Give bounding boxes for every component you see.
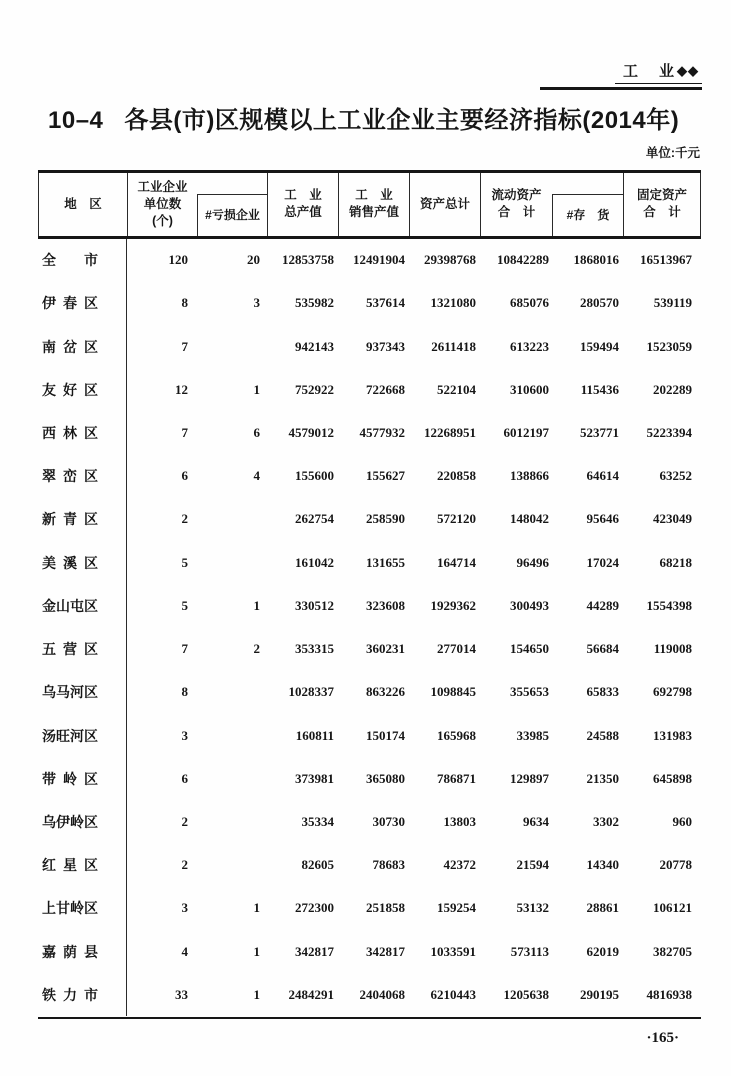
sales-output-cell: 155627: [366, 468, 405, 484]
fixed-assets-cell: 645898: [653, 770, 692, 786]
current-assets-cell: 33985: [516, 727, 549, 743]
sales-output-cell: 323608: [366, 597, 405, 613]
region-cell: [38, 714, 127, 757]
region-label: 铁力市: [42, 986, 98, 1003]
inventory-cell: 523771: [580, 424, 619, 440]
current-assets-cell: 148042: [510, 511, 549, 527]
total-assets-cell: 159254: [437, 900, 476, 916]
fixed-assets-cell: 119008: [653, 641, 692, 657]
table-number: 10–4: [48, 107, 104, 134]
region-cell: [38, 627, 127, 670]
col-header-region: 地 区: [39, 173, 128, 237]
total-assets-cell: 12268951: [424, 424, 476, 440]
fixed-assets-cell: 1523059: [646, 338, 692, 354]
table-row: [38, 498, 701, 541]
fixed-assets-cell: 423049: [653, 511, 692, 527]
sales-output-cell: 251858: [366, 900, 405, 916]
gross-output-cell: 942143: [295, 338, 334, 354]
current-assets-cell: 10842289: [497, 252, 549, 268]
table-title-text: 各县(市)区规模以上工业企业主要经济指标(2014年): [124, 107, 680, 134]
inventory-cell: 64614: [586, 468, 619, 484]
region-cell: [38, 282, 127, 325]
table-row: [38, 411, 701, 454]
sales-output-cell: 342817: [366, 943, 405, 959]
loss-enterprises-cell: 1: [253, 943, 260, 959]
units-count-cell: 2: [181, 813, 188, 829]
col-header-units-group: [128, 173, 268, 237]
total-assets-cell: 13803: [443, 813, 476, 829]
total-assets-cell: 42372: [443, 857, 476, 873]
total-assets-cell: 786871: [437, 770, 476, 786]
inventory-cell: 159494: [580, 338, 619, 354]
inventory-cell: 56684: [586, 641, 619, 657]
fixed-assets-cell: 16513967: [640, 252, 692, 268]
region-label: 全市: [42, 252, 98, 269]
region-label: 南岔区: [42, 338, 98, 355]
region-label: 红星区: [42, 857, 98, 874]
col-header-inventory: #存 货: [552, 194, 623, 236]
total-assets-cell: 572120: [437, 511, 476, 527]
region-label: 新青区: [42, 511, 98, 528]
current-line2: 合 计: [497, 205, 536, 220]
inventory-cell: 14340: [586, 857, 619, 873]
table-row: [38, 239, 701, 282]
table-row: [38, 671, 701, 714]
unit-note: 单位:千元: [645, 146, 700, 160]
sales-output-cell: 78683: [372, 857, 405, 873]
current-assets-cell: 9634: [523, 813, 549, 829]
total-assets-cell: 277014: [437, 641, 476, 657]
gross-output-cell: 535982: [295, 295, 334, 311]
region-label: 友好区: [42, 381, 98, 398]
running-head-rule: [540, 87, 702, 90]
current-assets-cell: 6012197: [503, 424, 549, 440]
current-assets-cell: 300493: [510, 597, 549, 613]
total-assets-cell: 522104: [437, 381, 476, 397]
table-bottom-rule: [38, 1017, 701, 1020]
sales-output-cell: 863226: [366, 684, 405, 700]
gross-output-cell: 262754: [295, 511, 334, 527]
gross-output-cell: 4579012: [288, 424, 334, 440]
page-title: [48, 100, 679, 135]
table-row: [38, 973, 701, 1016]
current-assets-cell: 1205638: [503, 986, 549, 1002]
gross-output-cell: 1028337: [288, 684, 334, 700]
loss-enterprises-cell: 20: [247, 252, 260, 268]
inventory-cell: 21350: [586, 770, 619, 786]
loss-enterprises-cell: 1: [253, 986, 260, 1002]
gross-output-cell: 160811: [295, 727, 334, 743]
units-count-cell: 2: [181, 511, 188, 527]
inventory-cell: 28861: [586, 900, 619, 916]
total-assets-cell: 29398768: [424, 252, 476, 268]
col-header-current-assets: [481, 173, 552, 237]
units-count-cell: 33: [175, 986, 188, 1002]
section-label: 工 业: [622, 63, 677, 80]
table-row: [38, 627, 701, 670]
col-header-loss-enterprises: #亏损企业: [197, 194, 267, 236]
inventory-cell: 24588: [586, 727, 619, 743]
table-row: [38, 282, 701, 325]
table-row: [38, 368, 701, 411]
sales-output-cell: 150174: [366, 727, 405, 743]
sales-output-cell: 937343: [366, 338, 405, 354]
gross-output-cell: 2484291: [288, 986, 334, 1002]
running-head: [540, 60, 702, 90]
inventory-cell: 290195: [580, 986, 619, 1002]
sales-line1: 工 业: [355, 188, 393, 203]
running-head-text: [615, 60, 702, 84]
total-assets-cell: 1929362: [430, 597, 476, 613]
gross-output-cell: 373981: [295, 770, 334, 786]
gross-output-cell: 330512: [295, 597, 334, 613]
region-cell: [38, 887, 127, 930]
gross-output-cell: 353315: [295, 641, 334, 657]
fixed-assets-cell: 692798: [653, 684, 692, 700]
gross-output-cell: 161042: [295, 554, 334, 570]
gross-output-cell: 35334: [301, 813, 334, 829]
units-count-cell: 8: [181, 684, 188, 700]
diamond-icons: ◆◆: [677, 63, 699, 78]
region-cell: [38, 368, 127, 411]
gross-line1: 工 业: [284, 188, 322, 203]
table-row: [38, 325, 701, 368]
loss-enterprises-cell: 1: [253, 597, 260, 613]
region-cell: [38, 239, 127, 282]
inventory-cell: 95646: [586, 511, 619, 527]
fixed-assets-cell: 4816938: [646, 986, 692, 1002]
current-assets-cell: 154650: [510, 641, 549, 657]
region-cell: [38, 671, 127, 714]
units-line2: 单位数: [143, 196, 182, 211]
region-cell: [38, 844, 127, 887]
current-assets-cell: 613223: [510, 338, 549, 354]
fixed-assets-cell: 1554398: [646, 597, 692, 613]
total-assets-cell: 220858: [437, 468, 476, 484]
total-assets-cell: 165968: [437, 727, 476, 743]
table-row: [38, 757, 701, 800]
current-assets-cell: 310600: [510, 381, 549, 397]
current-assets-cell: 53132: [516, 900, 549, 916]
current-assets-cell: 21594: [516, 857, 549, 873]
units-count-cell: 4: [181, 943, 188, 959]
fixed-assets-cell: 5223394: [646, 424, 692, 440]
region-cell: [38, 757, 127, 800]
table-row: [38, 800, 701, 843]
fixed-line2: 合 计: [643, 205, 681, 220]
loss-enterprises-cell: 1: [253, 381, 260, 397]
region-label: 乌马河区: [42, 684, 98, 701]
col-header-current-assets-group: [481, 173, 624, 237]
region-label: 乌伊岭区: [42, 813, 98, 830]
sales-output-cell: 360231: [366, 641, 405, 657]
region-cell: [38, 973, 127, 1016]
fixed-assets-cell: 960: [672, 813, 692, 829]
current-assets-cell: 138866: [510, 468, 549, 484]
sales-output-cell: 722668: [366, 381, 405, 397]
units-count-cell: 12: [175, 381, 188, 397]
region-cell: [38, 498, 127, 541]
units-count-cell: 3: [181, 727, 188, 743]
region-cell: [38, 411, 127, 454]
sales-output-cell: 4577932: [359, 424, 405, 440]
units-count-cell: 5: [181, 554, 188, 570]
units-count-cell: 8: [181, 295, 188, 311]
fixed-assets-cell: 382705: [653, 943, 692, 959]
region-label: 金山屯区: [42, 597, 98, 614]
sales-output-cell: 537614: [366, 295, 405, 311]
total-assets-cell: 2611418: [431, 338, 476, 354]
loss-enterprises-cell: 6: [253, 424, 260, 440]
fixed-line1: 固定资产: [636, 188, 687, 203]
current-assets-cell: 355653: [510, 684, 549, 700]
col-header-units: [128, 173, 197, 237]
loss-enterprises-cell: 1: [253, 900, 260, 916]
current-line1: 流动资产: [491, 188, 542, 203]
region-label: 嘉荫县: [42, 943, 98, 960]
table-row: [38, 887, 701, 930]
units-count-cell: 7: [181, 424, 188, 440]
col-header-fixed-assets: [624, 173, 701, 237]
total-assets-cell: 1321080: [430, 295, 476, 311]
table-row: [38, 541, 701, 584]
current-assets-cell: 685076: [510, 295, 549, 311]
region-cell: [38, 930, 127, 973]
region-cell: [38, 325, 127, 368]
loss-enterprises-cell: 3: [253, 295, 260, 311]
loss-enterprises-cell: 2: [253, 641, 260, 657]
gross-output-cell: 155600: [295, 468, 334, 484]
inventory-cell: 280570: [580, 295, 619, 311]
sales-output-cell: 12491904: [353, 252, 405, 268]
table-row: [38, 584, 701, 627]
gross-output-cell: 752922: [295, 381, 334, 397]
page-number: ·165·: [646, 1030, 679, 1046]
gross-output-cell: 342817: [295, 943, 334, 959]
total-assets-cell: 164714: [437, 554, 476, 570]
sales-output-cell: 365080: [366, 770, 405, 786]
fixed-assets-cell: 63252: [659, 468, 692, 484]
region-cell: [38, 541, 127, 584]
current-assets-cell: 573113: [510, 943, 549, 959]
inventory-cell: 65833: [586, 684, 619, 700]
inventory-cell: 3302: [593, 813, 619, 829]
region-cell: [38, 455, 127, 498]
sales-output-cell: 30730: [372, 813, 405, 829]
gross-output-cell: 82605: [301, 857, 334, 873]
region-cell: [38, 584, 127, 627]
region-label: 伊春区: [42, 295, 98, 312]
fixed-assets-cell: 106121: [653, 900, 692, 916]
inventory-cell: 44289: [586, 597, 619, 613]
region-label: 五营区: [42, 641, 98, 658]
total-assets-cell: 1098845: [430, 684, 476, 700]
region-label: 带岭区: [42, 770, 98, 787]
sales-output-cell: 2404068: [359, 986, 405, 1002]
gross-output-cell: 12853758: [282, 252, 334, 268]
table-header: [38, 173, 701, 237]
total-assets-cell: 1033591: [430, 943, 476, 959]
table-body: [38, 239, 701, 1017]
sales-line2: 销售产值: [348, 205, 399, 220]
inventory-cell: 1868016: [573, 252, 619, 268]
table-row: [38, 714, 701, 757]
fixed-assets-cell: 131983: [653, 727, 692, 743]
units-line1: 工业企业: [137, 179, 188, 194]
units-count-cell: 120: [168, 252, 188, 268]
units-count-cell: 3: [181, 900, 188, 916]
fixed-assets-cell: 68218: [659, 554, 692, 570]
fixed-assets-cell: 539119: [653, 295, 692, 311]
inventory-cell: 115436: [580, 381, 619, 397]
units-count-cell: 6: [181, 468, 188, 484]
units-line3: (个): [152, 213, 173, 228]
statistics-table: [38, 170, 701, 1019]
col-header-sales-output: [339, 173, 410, 237]
region-label: 翠峦区: [42, 468, 98, 485]
region-label: 上甘岭区: [42, 900, 98, 917]
sales-output-cell: 131655: [366, 554, 405, 570]
table-row: [38, 930, 701, 973]
total-assets-cell: 6210443: [430, 986, 476, 1002]
units-count-cell: 2: [181, 857, 188, 873]
col-header-total-assets: 资产总计: [410, 173, 481, 237]
sales-output-cell: 258590: [366, 511, 405, 527]
gross-output-cell: 272300: [295, 900, 334, 916]
inventory-cell: 17024: [586, 554, 619, 570]
current-assets-cell: 129897: [510, 770, 549, 786]
units-count-cell: 6: [181, 770, 188, 786]
region-label: 美溪区: [42, 554, 98, 571]
gross-line2: 总产值: [284, 205, 322, 220]
fixed-assets-cell: 20778: [659, 857, 692, 873]
units-count-cell: 7: [181, 641, 188, 657]
loss-enterprises-cell: 4: [253, 468, 260, 484]
table-row: [38, 455, 701, 498]
table-row: [38, 844, 701, 887]
current-assets-cell: 96496: [516, 554, 549, 570]
col-header-gross-output: [268, 173, 339, 237]
units-count-cell: 5: [181, 597, 188, 613]
units-count-cell: 7: [181, 338, 188, 354]
region-label: 西林区: [42, 424, 98, 441]
region-cell: [38, 800, 127, 843]
inventory-cell: 62019: [586, 943, 619, 959]
region-label: 汤旺河区: [42, 727, 98, 744]
fixed-assets-cell: 202289: [653, 381, 692, 397]
